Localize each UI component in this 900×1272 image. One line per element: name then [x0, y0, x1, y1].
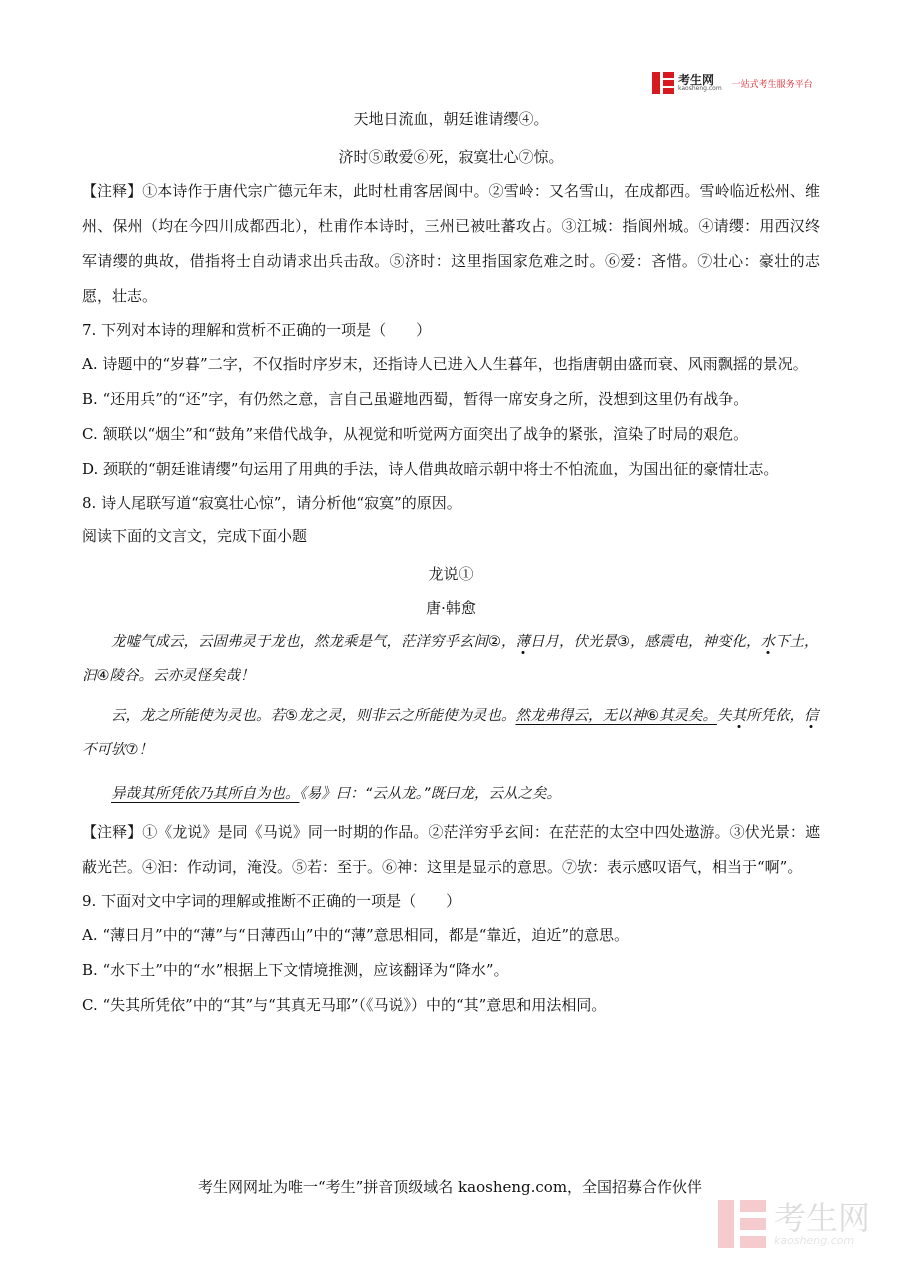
- essay-paragraph: 异哉其所凭依乃其所自为也。《易》曰：“云从龙。”既曰龙，云从之矣。: [111, 786, 562, 802]
- brand-logo-icon: [652, 72, 674, 94]
- question-7-option-c: C. 颔联以“烟尘”和“鼓角”来借代战争，从视觉和听觉两方面突出了战争的紧张，渲染了时局的艰危。: [82, 425, 749, 443]
- brand-watermark-icon: [718, 1200, 766, 1248]
- logo-domain: kaosheng.com: [678, 85, 722, 92]
- question-9-option-c: C. “失其所凭依”中的“其”与“其真无马耶”（《马说》）中的“其”意思和用法相同。: [82, 996, 607, 1014]
- essay-paragraph: 龙嘘气成云，云固弗灵于龙也，然龙乘是气，茫洋穷乎玄间②，薄日月，伏光景③，感震电，神变化，水下土，汩④陵谷。云亦灵怪矣哉！: [82, 634, 819, 684]
- underlined-sentence: 然龙弗得云，无以神⑥其灵矣。: [515, 708, 717, 724]
- emphasis-char: 薄: [515, 634, 530, 650]
- question-7-option-b: B. “还用兵”的“还”字，有仍然之意，言自己虽避地西蜀，暂得一席安身之所，没想到这里仍有战争。: [82, 390, 749, 408]
- document-body: [82, 104, 820, 1023]
- essay-title: 龙说①: [428, 565, 474, 583]
- watermark-name: 考生网: [774, 1198, 871, 1237]
- question-9-option-b: B. “水下土”中的“水”根据上下文情境推测，应该翻译为“降水”。: [82, 961, 509, 979]
- emphasis-char: 其: [731, 708, 746, 724]
- question-9-stem: 9. 下面对文中字词的理解或推断不正确的一项是（ ）: [82, 892, 462, 910]
- watermark-domain: kaosheng.com: [774, 1233, 855, 1247]
- reading-intro: 阅读下面的文言文，完成下面小题: [82, 527, 308, 545]
- poem-line: 济时⑤敢爱⑥死，寂寞壮心⑦惊。: [338, 148, 564, 166]
- question-9-option-a: A. “薄日月”中的“薄”与“日薄西山”中的“薄”意思相同，都是“靠近，迫近”的意思。: [82, 926, 630, 944]
- emphasis-char: 信: [804, 708, 819, 724]
- logo-slogan: 一站式考生服务平台: [731, 79, 813, 90]
- essay-notes: 【注释】①《龙说》是同《马说》同一时期的作品。②茫洋穷乎玄间：在茫茫的太空中四处遨游。③伏光景：遮蔽光芒。④汩：作动词，淹没。⑤若：至于。⑥神：这里是显示的意思。⑦欤：表示感叹语气，相当于“啊”。: [82, 823, 820, 876]
- essay-author: 唐·韩愈: [426, 599, 476, 617]
- question-7-option-a: A. 诗题中的“岁暮”二字，不仅指时序岁末，还指诗人已进入人生暮年，也指唐朝由盛而衰、风雨飘摇的景况。: [82, 355, 808, 373]
- question-8: 8. 诗人尾联写道“寂寞壮心惊”，请分析他“寂寞”的原因。: [82, 494, 462, 512]
- essay-paragraph: 云，龙之所能使为灵也。若⑤龙之灵，则非云之所能使为灵也。然龙弗得云，无以神⑥其灵矣。失其所凭依，信不可欤⑦！: [82, 708, 819, 758]
- question-7-stem: 7. 下列对本诗的理解和赏析不正确的一项是（ ）: [82, 321, 432, 339]
- underlined-sentence: 异哉其所凭依乃其所自为也。: [111, 786, 300, 802]
- poem-line: 天地日流血，朝廷谁请缨④。: [353, 110, 549, 128]
- poem-notes: 【注释】①本诗作于唐代宗广德元年末，此时杜甫客居阆中。②雪岭：又名雪山，在成都西。雪岭临近松州、维州、保州（均在今四川成都西北），杜甫作本诗时，三州已被吐蕃攻占。③江城：指阆州城。④请缨：用西汉终军请缨的典故，借指将士自动请求出兵击敌。⑤济时：这里指国家危难之时。⑥爱：吝惜。⑦壮心：豪壮的志愿，壮志。: [82, 182, 820, 305]
- logo-name: 考生网: [678, 73, 715, 87]
- page-footer: 考生网网址为唯一“考生”拼音顶级域名 kaosheng.com，全国招募合作伙伴: [197, 1178, 703, 1196]
- watermark: [718, 1200, 870, 1248]
- emphasis-char: 水: [760, 634, 775, 650]
- header-logo: [652, 72, 813, 94]
- question-7-option-d: D. 颈联的“朝廷谁请缨”句运用了用典的手法，诗人借典故暗示朝中将士不怕流血，为国出征的豪情壮志。: [82, 460, 779, 478]
